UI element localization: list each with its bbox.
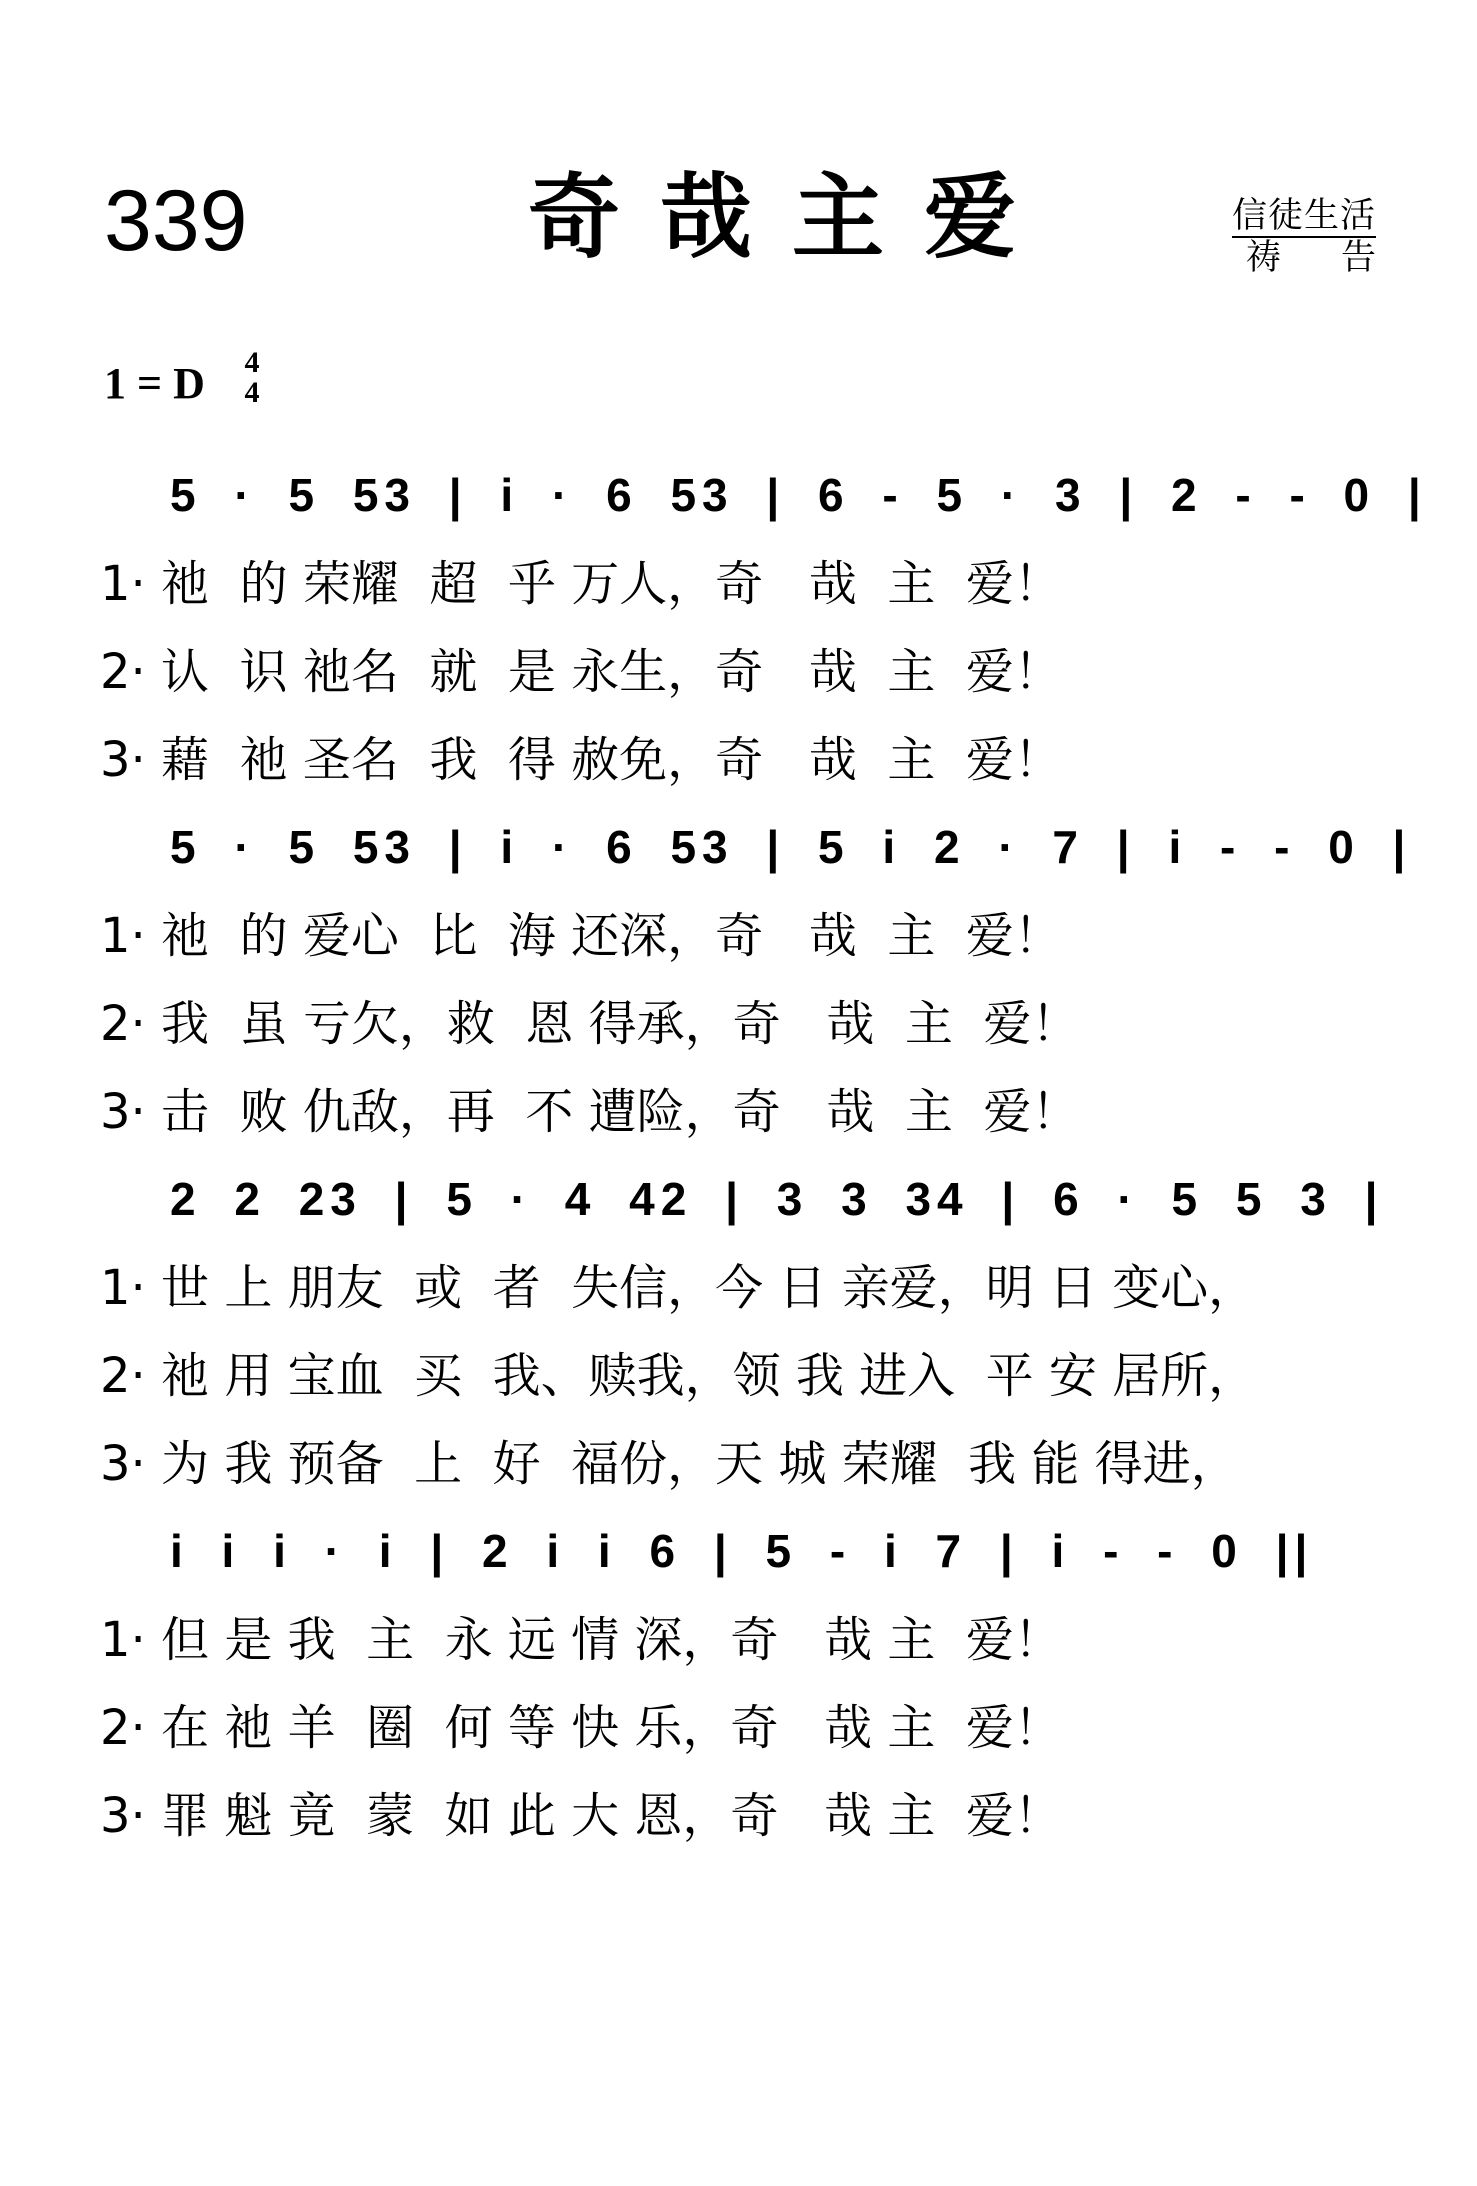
category-label	[1232, 196, 1437, 278]
lyric-line: 3· 罪 魁 竟 蒙 如 此 大 恩，奇 哉 主 爱！	[100, 1788, 1062, 1844]
time-signature-top: 4	[244, 346, 260, 379]
notation-system-1: 5 · 5 53 | i · 6 53 | 6 - 5 · 3 | 2 - - 0 |	[170, 469, 1427, 521]
hymn-title: 奇哉主爱	[528, 164, 1057, 271]
lyric-line: 3· 藉 祂 圣名 我 得 赦免，奇 哉 主 爱！	[100, 732, 1062, 788]
notation-system-2: 5 · 5 53 | i · 6 53 | 5 i 2 · 7 | i - - 0 |	[170, 821, 1412, 873]
lyric-line: 1· 世 上 朋友 或 者 失信，今 日 亲爱，明 日 变心，	[100, 1260, 1257, 1316]
lyric-line: 1· 但 是 我 主 永 远 情 深，奇 哉 主 爱！	[100, 1612, 1062, 1668]
lyric-line: 2· 祂 用 宝血 买 我、赎我，领 我 进入 平 安 居所，	[100, 1348, 1257, 1404]
lyric-line: 1· 祂 的 荣耀 超 乎 万人，奇 哉 主 爱！	[100, 556, 1062, 612]
time-signature-bottom: 4	[244, 376, 260, 409]
lyric-line: 2· 我 虽 亏欠，救 恩 得承，奇 哉 主 爱！	[100, 996, 1080, 1052]
lyric-line: 2· 在 祂 羊 圈 何 等 快 乐，奇 哉 主 爱！	[100, 1700, 1062, 1756]
notation-system-3: 2 2 23 | 5 · 4 42 | 3 3 34 | 6 · 5 5 3 |	[170, 1173, 1384, 1225]
time-signature	[240, 348, 264, 408]
lyric-line: 2· 认 识 祂名 就 是 永生，奇 哉 主 爱！	[100, 644, 1062, 700]
category-sub: 祷告	[1246, 238, 1437, 278]
lyric-line: 3· 击 败 仇敌，再 不 遭险，奇 哉 主 爱！	[100, 1084, 1080, 1140]
category-main: 信徒生活	[1232, 196, 1377, 236]
lyric-line: 1· 祂 的 爱心 比 海 还深，奇 哉 主 爱！	[100, 908, 1062, 964]
notation-system-4: i i i · i | 2 i i 6 | 5 - i 7 | i - - 0 ||	[170, 1525, 1314, 1577]
key-signature: 1 = D	[104, 359, 205, 408]
lyric-line: 3· 为 我 预备 上 好 福份，天 城 荣耀 我 能 得进，	[100, 1436, 1239, 1492]
hymn-number: 339	[104, 173, 248, 269]
